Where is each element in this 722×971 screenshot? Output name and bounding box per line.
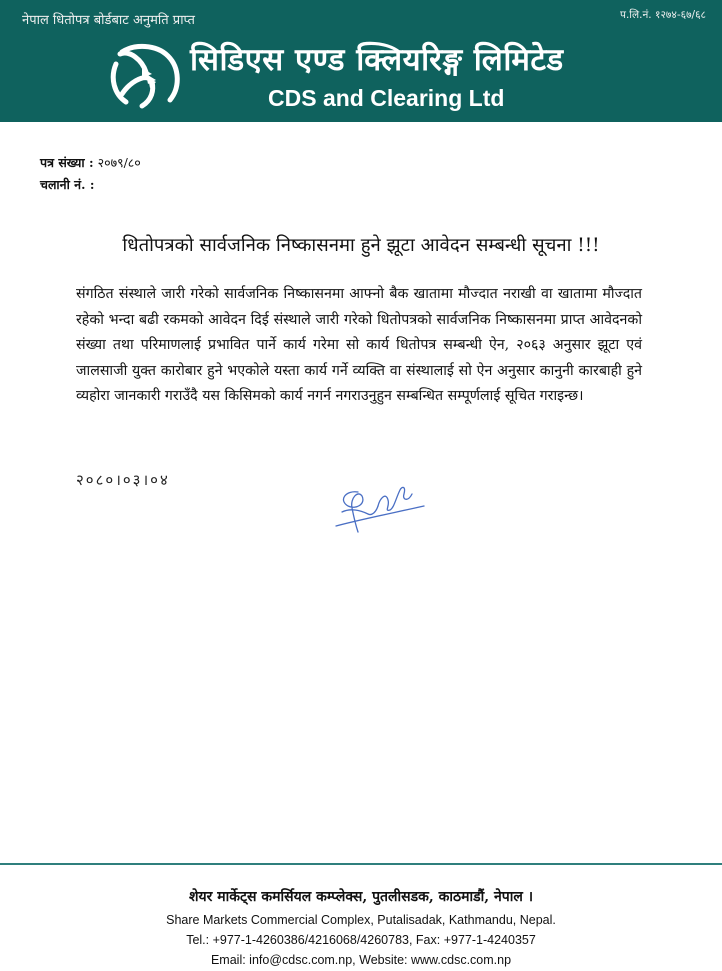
registration-number: प.लि.नं. १२७४-६७/६८ bbox=[620, 9, 706, 21]
reference-block bbox=[40, 152, 141, 196]
company-name-english: CDS and Clearing Ltd bbox=[268, 85, 505, 111]
letterhead-banner bbox=[0, 0, 722, 122]
approval-text: नेपाल धितोपत्र बोर्डबाट अनुमति प्राप्त bbox=[22, 13, 195, 28]
notice-body: संगठित संस्थाले जारी गरेको सार्वजनिक निष्कासनमा आफ्नो बैक खातामा मौज्दात नराखी वा खातामा मौज्दात रहेको भन्दा बढी रकमको आवेदन दिई संस्थाले जारी गरेको धितोपत्रको सार्वजनिक निष्कासनमा प्राप्त आवेदनको संख्या तथा परिमाणलाई प्रभावित पार्ने कार्य गरेमा सो कार्य धितोपत्र सम्बन्धी ऐन, २०६३ अनुसार झूटा एवं जालसाजी युक्त कारोबार हुने भएकोले यस्ता कार्य गर्ने व्यक्ति वा संस्थालाई सो ऐन अनुसार कानुनी कारबाही हुने व्यहोरा जानकारी गराउँदै यस किसिमको कार्य नगर्न नगराउनुहुन सम्बन्धित सम्पूर्णलाई सूचित गराइन्छ। bbox=[76, 286, 642, 404]
letter-number-value: २०७९/८० bbox=[97, 155, 141, 170]
email-website: Email: info@cdsc.com.np, Website: www.cdsc.com.np bbox=[210, 953, 512, 967]
footer-separator bbox=[0, 863, 722, 865]
letter-number-label: पत्र संख्या : bbox=[40, 155, 94, 170]
phone-fax: Tel.: +977-1-4260386/4216068/4260783, Fax: +977-1-4240357 bbox=[186, 933, 536, 947]
letter-number-row bbox=[40, 152, 141, 174]
address-nepali: शेयर मार्केट्स कमर्सियल कम्प्लेक्स, पुतलीसडक, काठमाडौं, नेपाल । bbox=[188, 889, 533, 905]
dispatch-number-row bbox=[40, 174, 141, 196]
company-name-nepali: सिडिएस एण्ड क्लियरिङ्ग लिमिटेड bbox=[190, 42, 564, 78]
notice-date: २०८०।०३।०४ bbox=[76, 471, 170, 489]
footer bbox=[0, 884, 722, 970]
dispatch-number-label: चलानी नं. : bbox=[40, 177, 95, 192]
cdsc-logo-icon bbox=[108, 42, 184, 112]
notice-title: धितोपत्रको सार्वजनिक निष्कासनमा हुने झूटा आवेदन सम्बन्धी सूचना !!! bbox=[122, 235, 600, 256]
address-english: Share Markets Commercial Complex, Putalisadak, Kathmandu, Nepal. bbox=[166, 913, 556, 927]
signature-icon bbox=[328, 472, 428, 538]
